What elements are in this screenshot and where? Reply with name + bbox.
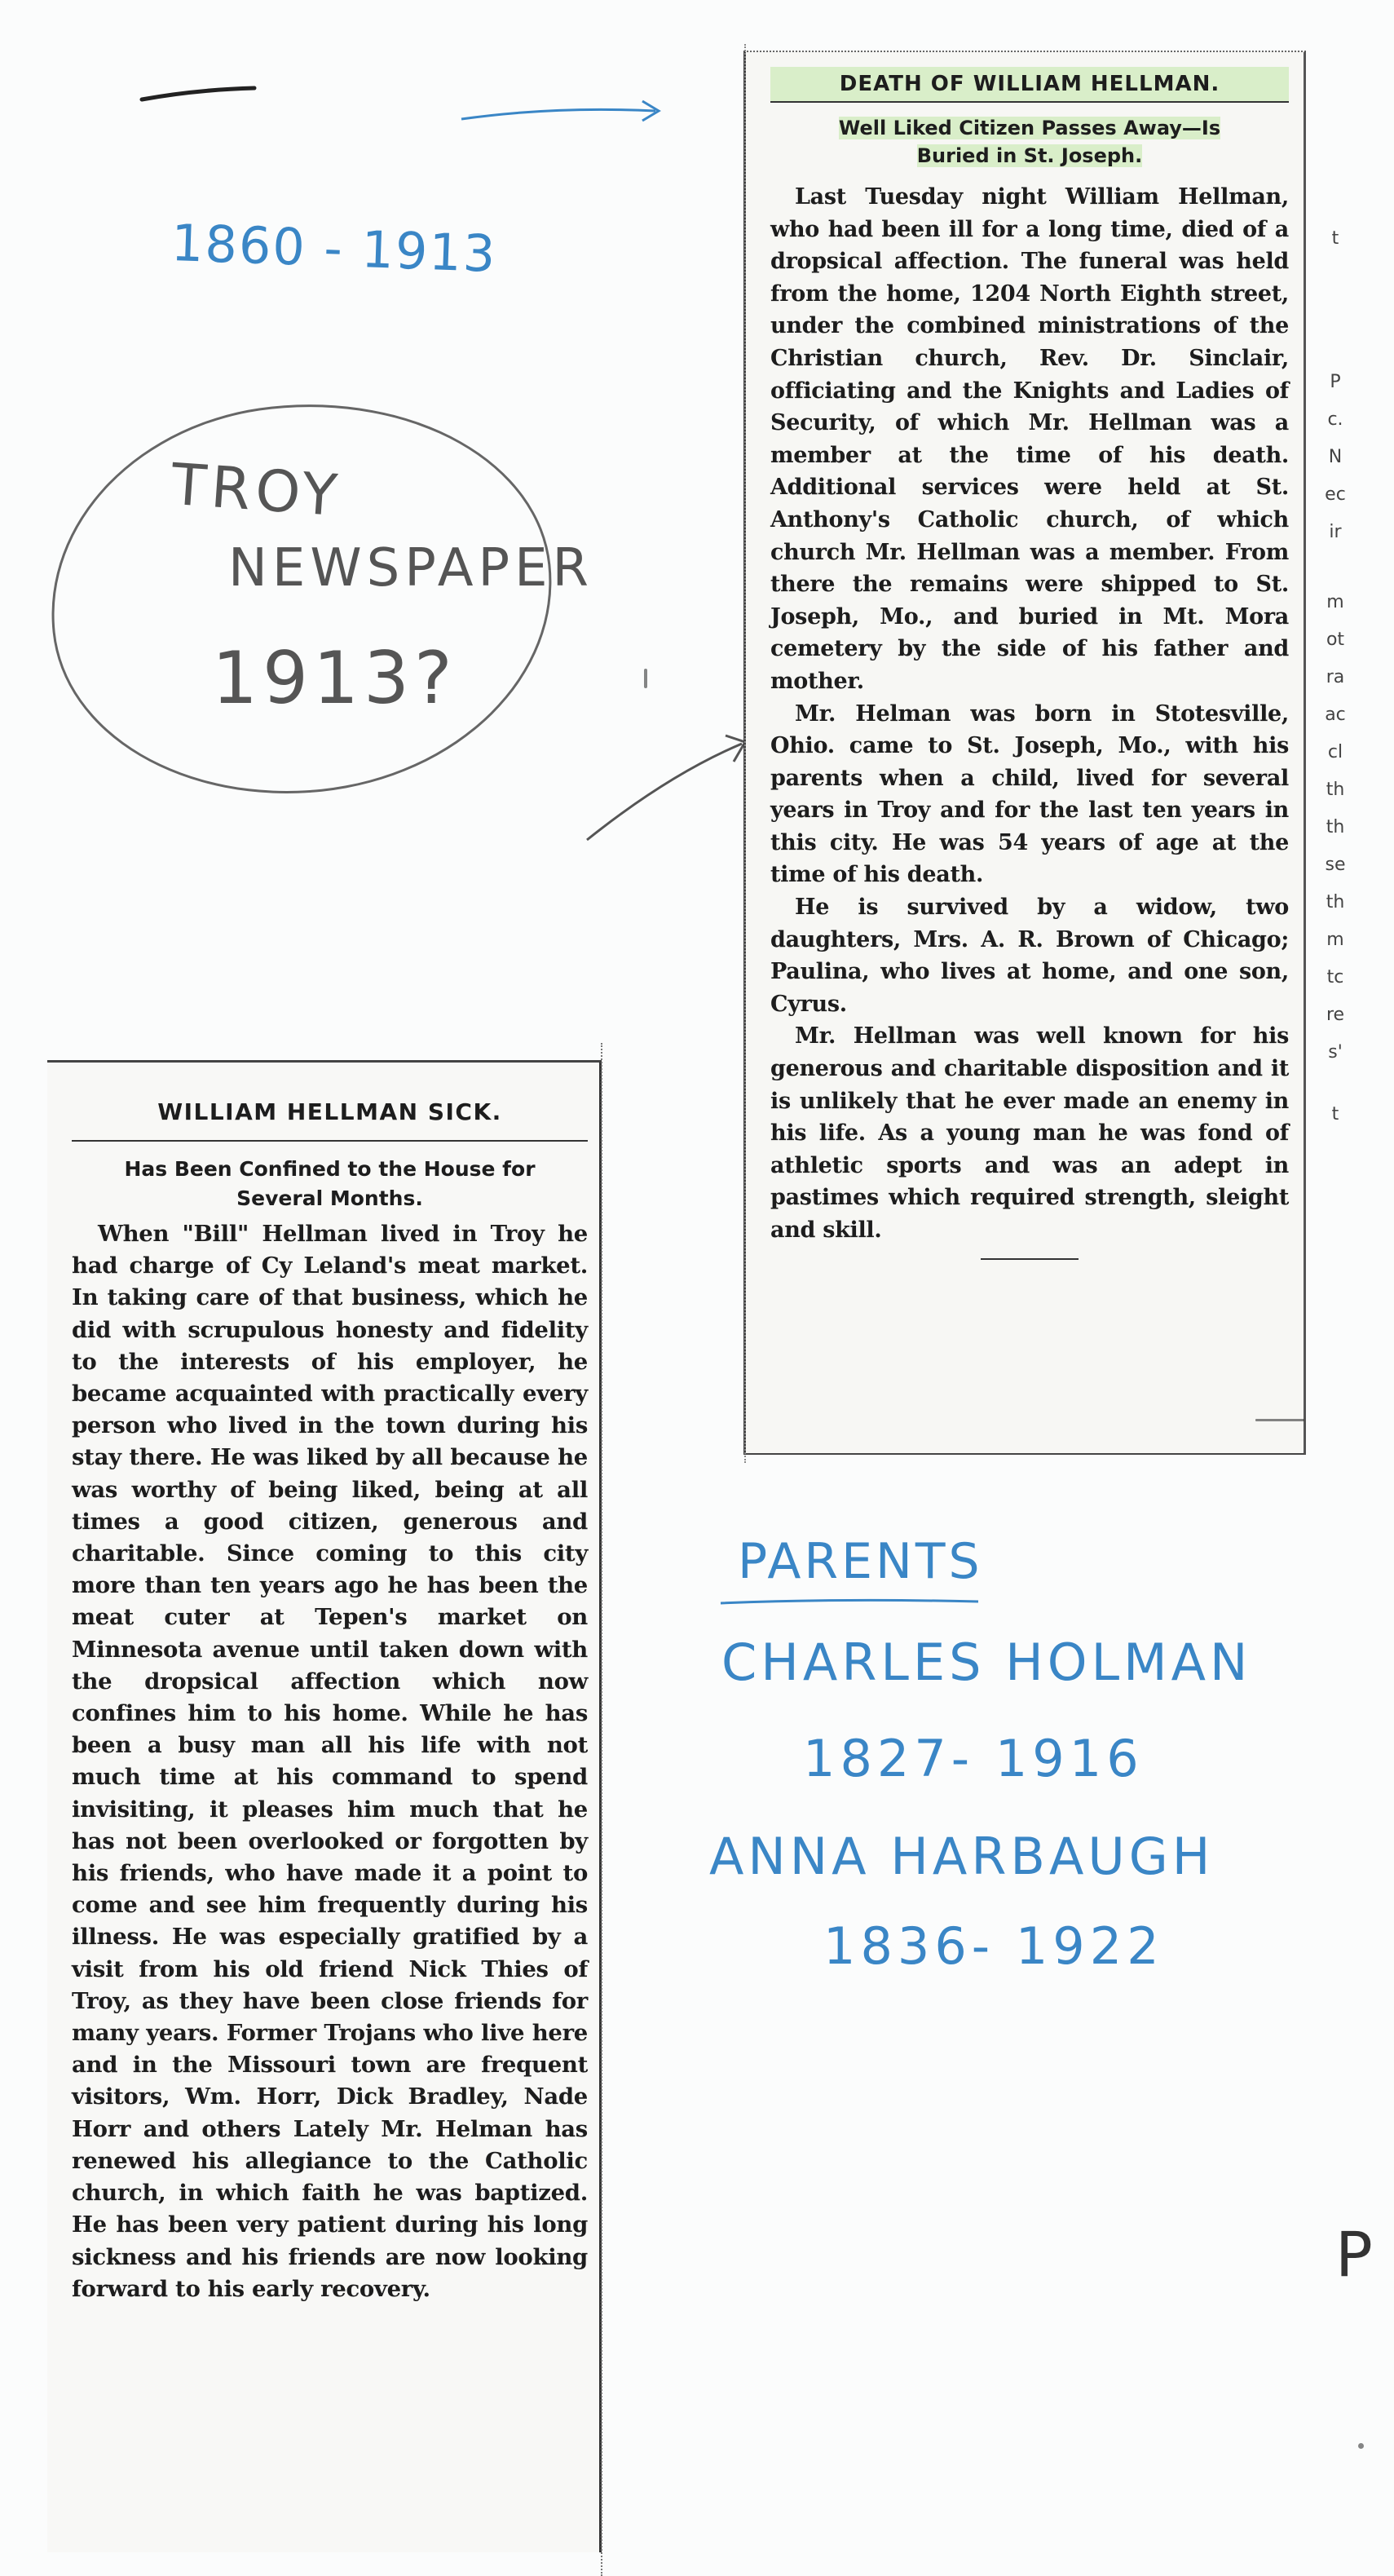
margin-fragment: ec — [1325, 484, 1346, 505]
mother-years: 1836- 1922 — [823, 1916, 1164, 1976]
pen-dash-mark — [139, 82, 261, 106]
margin-fragment: cl — [1327, 742, 1343, 762]
margin-fragment: ot — [1326, 630, 1345, 650]
scan-speck — [1255, 1419, 1304, 1421]
margin-fragment: th — [1326, 817, 1345, 837]
margin-fragment: P — [1330, 372, 1341, 392]
illness-notice-paragraph: When "Bill" Hellman lived in Troy he had charge of Cy Leland's meat market. In taking care of that business, which he did with scrupulous honesty and fidelity to the interests of his employer, he became acquainted with practically every person who lived in the town during his stay there. He was liked by all because he was worthy of being liked, being at all times a good citizen, generous and charitable. Since coming to this city more than ten years ago he has been the meat cuter at Tepen's market on Minnesota avenue until taken down with the dropsical affection which now confines him to his home. While he has been a busy man all his life with not much time at his command to spend invisiting, it pleases him much that he has not been overlooked or forgotten by his friends, who have made it a point to come and see him frequently during his illness. He was especially gratified by a visit from his old friend Nick Thies of Troy, as they have been close friends for many years. Former Trojans who live here and in the Missouri town are frequent visitors, Wm. Horr, Dick Bradley, Nade Horr and others Lately Mr. Helman has renewed his allegiance to the Catholic church, in which faith he was baptized. He has been very patient during his long sickness and his friends are now looking forward to his early recovery. — [72, 1221, 588, 2302]
note-troy: TROY — [169, 450, 345, 530]
death-notice-paragraph: Mr. Hellman was well known for his generous and charitable disposition and it is unlikely that he ever made an enemy in his life. As a young man he was fond of athletic sports and was an adept in pastimes which required strength, sleight and skill. — [770, 1023, 1289, 1243]
note-oval — [32, 379, 571, 818]
death-notice-paragraph: He is survived by a widow, two daughters, Mrs. A. R. Brown of Chicago; Paulina, who lives at home, and one son, Cyrus. — [770, 895, 1289, 1017]
margin-fragment: m — [1326, 930, 1344, 950]
illness-notice-subhead — [72, 1155, 588, 1213]
margin-fragment: re — [1326, 1005, 1345, 1025]
margin-fragment: m — [1326, 592, 1344, 612]
death-notice-paragraph: Last Tuesday night William Hellman, who had been ill for a long time, died of a dropsical affection. The funeral was held from the home, 1204 North Eighth street, under the combined ministrations of the Christian church, Rev. Dr. Sinclair, officiating and the Knights and Ladies of Security, of which Mr. Hellman was a member at the time of his death. Additional services were held at St. Anthony's Catholic church, of which church Mr. Hellman was a member. From there the remains were shipped to St. Joseph, Mo., and buried in Mt. Mora cemetery by the side of his father and mother. — [770, 184, 1289, 694]
scan-speck — [1358, 2443, 1364, 2449]
death-notice-headline: DEATH OF WILLIAM HELLMAN. — [770, 67, 1289, 103]
illness-notice-subhead-line2: Several Months. — [236, 1186, 423, 1210]
death-notice-paragraph: Mr. Helman was born in Stotesville, Ohio. came to St. Joseph, Mo., with his parents when a child, lived for several years in Troy and for the last ten years in this city. He was 54 years of age at the time of his death. — [770, 700, 1289, 888]
father-years: 1827- 1916 — [803, 1729, 1144, 1788]
parents-heading: PARENTS — [738, 1533, 983, 1590]
column-end-rule — [981, 1258, 1079, 1260]
margin-fragment: se — [1325, 855, 1346, 875]
illness-notice-clipping — [47, 1060, 602, 2552]
death-notice-subhead — [770, 114, 1289, 170]
note-year-question: 1913? — [212, 636, 457, 720]
father-name: CHARLES HOLMAN — [721, 1633, 1252, 1692]
margin-fragment: s' — [1328, 1042, 1343, 1063]
margin-fragment: tc — [1326, 967, 1344, 988]
adjacent-column-fragments — [1319, 220, 1352, 1133]
margin-fragment: th — [1326, 780, 1345, 800]
margin-letter-p: P — [1335, 2218, 1373, 2291]
death-notice-clipping — [743, 51, 1306, 1455]
illness-notice-headline: WILLIAM HELLMAN SICK. — [72, 1090, 588, 1142]
margin-fragment: ir — [1329, 522, 1342, 542]
scan-speck — [644, 669, 647, 688]
parents-underline — [717, 1595, 986, 1611]
margin-fragment: th — [1326, 892, 1345, 912]
margin-fragment: t — [1331, 228, 1339, 249]
illness-notice-subhead-line1: Has Been Confined to the House for — [124, 1157, 536, 1181]
death-notice-subhead-line1: Well Liked Citizen Passes Away—Is — [838, 117, 1221, 139]
margin-fragment: ac — [1325, 705, 1346, 725]
margin-fragment: N — [1328, 447, 1343, 467]
margin-fragment: t — [1331, 1104, 1339, 1125]
mother-name: ANNA HARBAUGH — [709, 1827, 1215, 1886]
handwritten-years: 1860 - 1913 — [170, 213, 498, 284]
arrow-to-headline-icon — [457, 90, 668, 139]
note-newspaper: NEWSPAPER — [228, 538, 593, 599]
margin-fragment: c. — [1327, 409, 1343, 430]
death-notice-subhead-line2: Buried in St. Joseph. — [916, 144, 1143, 167]
margin-fragment: ra — [1326, 667, 1345, 687]
